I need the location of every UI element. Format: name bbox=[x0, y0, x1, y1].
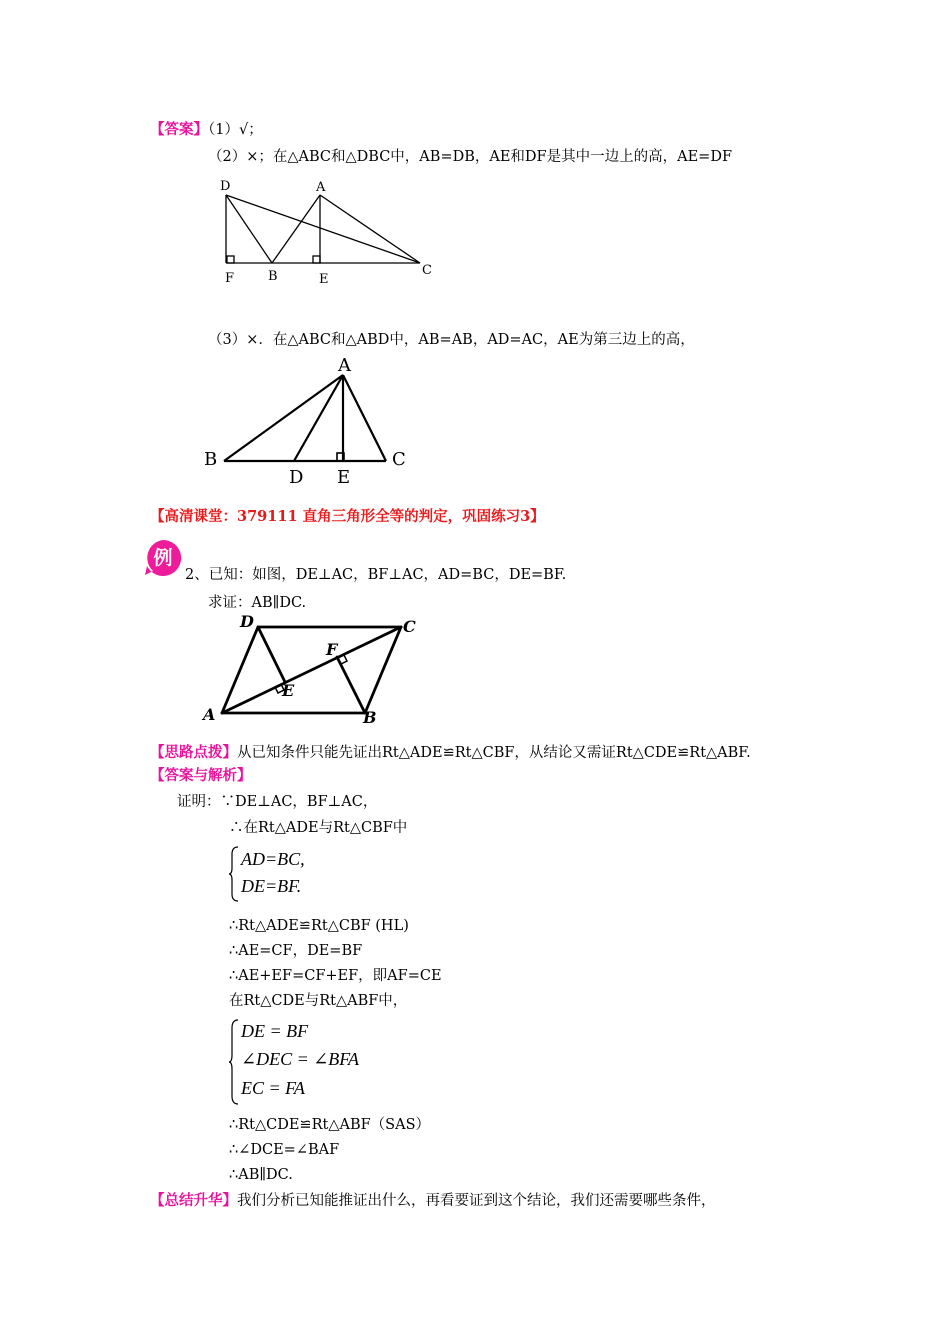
fig3-label-e: E bbox=[282, 681, 295, 700]
fig2-label-e: E bbox=[337, 467, 351, 488]
proof-line-1: 证明：∵DE⊥AC，BF⊥AC， bbox=[177, 794, 378, 810]
fig2-label-c: C bbox=[392, 449, 406, 470]
system-1-eq-1: AD=BC, bbox=[241, 849, 305, 869]
fig2-label-d: D bbox=[289, 467, 304, 488]
brace-1 bbox=[228, 846, 240, 902]
fig1-label-d: D bbox=[220, 179, 231, 194]
proof-line-3: ∴Rt△ADE≌Rt△CBF (HL) bbox=[229, 918, 409, 934]
fig2-label-b: B bbox=[204, 449, 218, 470]
system-1-eq-2: DE=BF. bbox=[241, 876, 302, 896]
answer-item-2: （2）×；在△ABC和△DBC中，AB=DB，AE和DF是其中一边上的高，AE=DF bbox=[208, 149, 733, 165]
example-badge-text: 例 bbox=[153, 547, 173, 569]
fig1-label-c: C bbox=[422, 263, 432, 278]
proof-line-6: 在Rt△CDE与Rt△ABF中， bbox=[229, 993, 408, 1009]
analysis-tag: 【答案与解析】 bbox=[150, 767, 252, 784]
system-2-eq-1: DE = BF bbox=[241, 1021, 309, 1041]
fig1-label-f: F bbox=[225, 271, 235, 286]
fig1-label-e: E bbox=[319, 272, 329, 287]
fig1-label-b: B bbox=[268, 269, 278, 284]
proof-line-2: ∴在Rt△ADE与Rt△CBF中 bbox=[229, 820, 408, 836]
summary-text: 我们分析已知能推证出什么，再看要证到这个结论，我们还需要哪些条件， bbox=[237, 1193, 716, 1209]
proof-line-8: ∴∠DCE=∠BAF bbox=[229, 1142, 340, 1158]
system-2-eq-3: EC = FA bbox=[241, 1078, 305, 1098]
proof-line-9: ∴AB∥DC. bbox=[229, 1167, 293, 1183]
example-badge bbox=[143, 538, 183, 578]
example-line-1: 2、已知：如图，DE⊥AC，BF⊥AC，AD=BC，DE=BF. bbox=[185, 567, 567, 583]
fig2-label-a: A bbox=[338, 355, 351, 376]
hint-line bbox=[150, 743, 751, 763]
brace-2 bbox=[228, 1019, 240, 1105]
hint-tag: 【思路点拨】 bbox=[150, 744, 237, 761]
summary-tag: 【总结升华】 bbox=[150, 1192, 237, 1209]
example-line-2: 求证：AB∥DC. bbox=[208, 595, 307, 611]
answer-item-3: （3）×．在△ABC和△ABD中，AB=AB，AD=AC，AE为第三边上的高， bbox=[208, 332, 695, 348]
answer-line-1 bbox=[150, 120, 263, 140]
fig3-label-b: B bbox=[363, 708, 377, 727]
proof-line-7: ∴Rt△CDE≌Rt△ABF（SAS） bbox=[229, 1117, 430, 1133]
figure-1 bbox=[200, 170, 460, 290]
fig3-label-f: F bbox=[326, 640, 338, 659]
classroom-heading: 【高清课堂：379111 直角三角形全等的判定，巩固练习3】 bbox=[150, 508, 545, 525]
summary-line bbox=[150, 1191, 716, 1211]
fig3-label-a: A bbox=[203, 705, 216, 724]
system-2-eq-2: ∠DEC = ∠BFA bbox=[241, 1049, 359, 1069]
proof-line-4: ∴AE=CF，DE=BF bbox=[229, 943, 363, 959]
figure-3 bbox=[195, 610, 435, 730]
fig3-label-c: C bbox=[403, 617, 416, 636]
proof-line-5: ∴AE+EF=CF+EF，即AF=CE bbox=[229, 968, 442, 984]
fig1-label-a: A bbox=[316, 180, 326, 195]
hint-text: 从已知条件只能先证出Rt△ADE≌Rt△CBF，从结论又需证Rt△CDE≌Rt△ABF. bbox=[237, 745, 751, 761]
answer-item-1: （1）√； bbox=[208, 122, 263, 138]
fig3-label-d: D bbox=[240, 612, 254, 631]
figure-2 bbox=[200, 350, 420, 488]
answer-tag: 【答案】 bbox=[150, 121, 208, 138]
